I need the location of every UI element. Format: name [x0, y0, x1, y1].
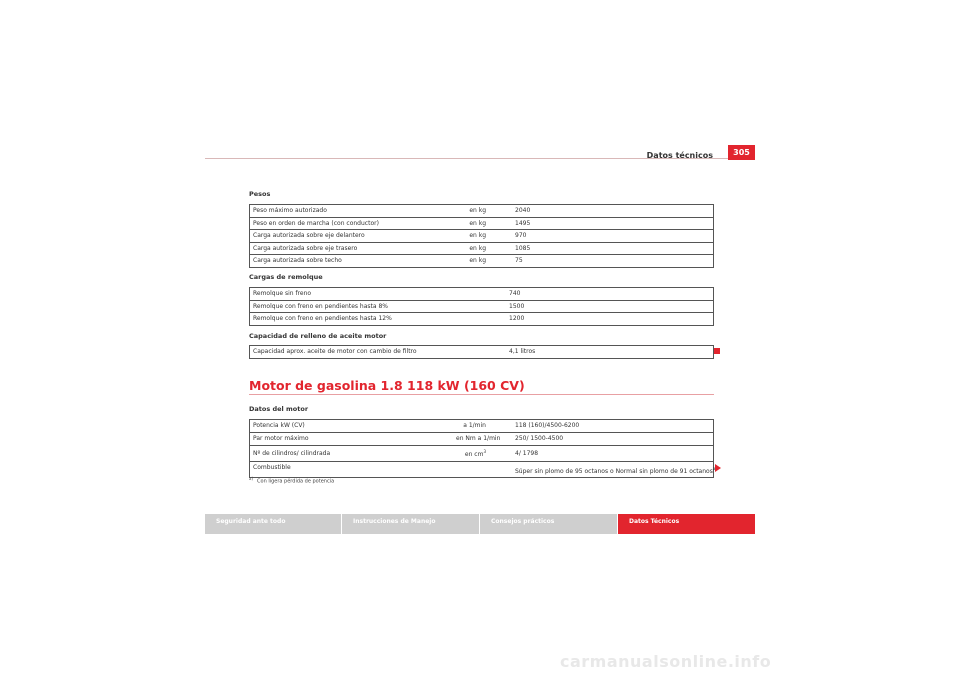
- footnote-text: Con ligera pérdida de potencia: [257, 478, 335, 485]
- oil-capacity-table: [249, 345, 714, 359]
- table-row: [250, 446, 714, 462]
- page-title: Datos técnicos: [646, 151, 713, 160]
- section-title-motor: Motor de gasolina 1.8 118 kW (160 CV): [249, 378, 525, 393]
- table-row: [250, 346, 714, 359]
- unit-text: en cm: [464, 451, 484, 458]
- row-unit: a 1/min: [453, 420, 489, 433]
- nav-tab-instrucciones[interactable]: Instrucciones de Manejo: [342, 514, 479, 534]
- fuel-text: Súper sin plomo de 95 octanos o Normal sin plomo de 91 octanos: [515, 468, 713, 475]
- page-number-badge: 305: [728, 145, 755, 160]
- row-value: 1085: [489, 242, 714, 255]
- table-row: [250, 420, 714, 433]
- table-row: [250, 255, 714, 268]
- table-row: [250, 230, 714, 243]
- row-value: 4,1 litros: [483, 346, 714, 359]
- row-desc: Remolque sin freno: [250, 288, 484, 301]
- row-value: 1500: [483, 300, 714, 313]
- footnote-mark: a): [249, 476, 254, 481]
- footnote-ref: a): [712, 466, 717, 471]
- row-value: 250/ 1500-4500: [489, 433, 714, 446]
- row-value: 970: [489, 230, 714, 243]
- row-unit: en kg: [453, 242, 489, 255]
- table-row: [250, 433, 714, 446]
- row-value: 1200: [483, 313, 714, 326]
- trailer-loads-table: [249, 287, 714, 326]
- section-heading-pesos: Pesos: [249, 190, 271, 198]
- row-desc: Carga autorizada sobre eje trasero: [250, 242, 454, 255]
- section-heading-aceite: Capacidad de relleno de aceite motor: [249, 332, 387, 340]
- nav-tab-seguridad[interactable]: Seguridad ante todo: [205, 514, 341, 534]
- row-unit: en kg: [453, 230, 489, 243]
- title-underline: [249, 394, 714, 395]
- table-row: [250, 242, 714, 255]
- red-arrow-right-icon: [712, 464, 721, 472]
- row-desc: Remolque con freno en pendientes hasta 8%: [250, 300, 484, 313]
- weights-table: [249, 204, 714, 268]
- row-unit: [453, 446, 489, 462]
- row-unit: en kg: [453, 205, 489, 218]
- row-value: [489, 462, 717, 478]
- row-value: 740: [483, 288, 714, 301]
- watermark: carmanualsonline.info: [560, 652, 772, 671]
- row-unit: en kg: [453, 255, 489, 268]
- unit-superscript: 3: [483, 449, 486, 454]
- row-desc: Carga autorizada sobre techo: [250, 255, 454, 268]
- table-row: [250, 288, 714, 301]
- row-value: 118 (160)/4500-6200: [489, 420, 714, 433]
- row-unit: en kg: [453, 217, 489, 230]
- row-value: 2040: [489, 205, 714, 218]
- nav-tab-datos-tecnicos[interactable]: Datos Técnicos: [618, 514, 755, 534]
- row-desc: Potencia kW (CV): [250, 420, 454, 433]
- footnote: [249, 476, 334, 485]
- row-value: 75: [489, 255, 714, 268]
- section-heading-remolque: Cargas de remolque: [249, 273, 323, 281]
- nav-tab-consejos[interactable]: Consejos prácticos: [480, 514, 617, 534]
- table-row: [250, 217, 714, 230]
- row-unit: en Nm a 1/min: [453, 433, 489, 446]
- section-heading-datos-motor: Datos del motor: [249, 405, 309, 413]
- row-desc: Nº de cilindros/ cilindrada: [250, 446, 454, 462]
- table-row: [250, 205, 714, 218]
- row-desc: Combustible: [250, 462, 454, 478]
- row-value: 4/ 1798: [489, 446, 714, 462]
- row-desc: Capacidad aprox. aceite de motor con cambio de filtro: [250, 346, 484, 359]
- row-unit: [453, 462, 489, 478]
- row-desc: Peso en orden de marcha (con conductor): [250, 217, 454, 230]
- table-row: [250, 300, 714, 313]
- row-desc: Carga autorizada sobre eje delantero: [250, 230, 454, 243]
- engine-data-table: [249, 419, 717, 478]
- table-row: [250, 313, 714, 326]
- row-desc: Par motor máximo: [250, 433, 454, 446]
- red-square-icon: [714, 348, 720, 354]
- row-value: 1495: [489, 217, 714, 230]
- row-desc: Peso máximo autorizado: [250, 205, 454, 218]
- row-desc: Remolque con freno en pendientes hasta 12%: [250, 313, 484, 326]
